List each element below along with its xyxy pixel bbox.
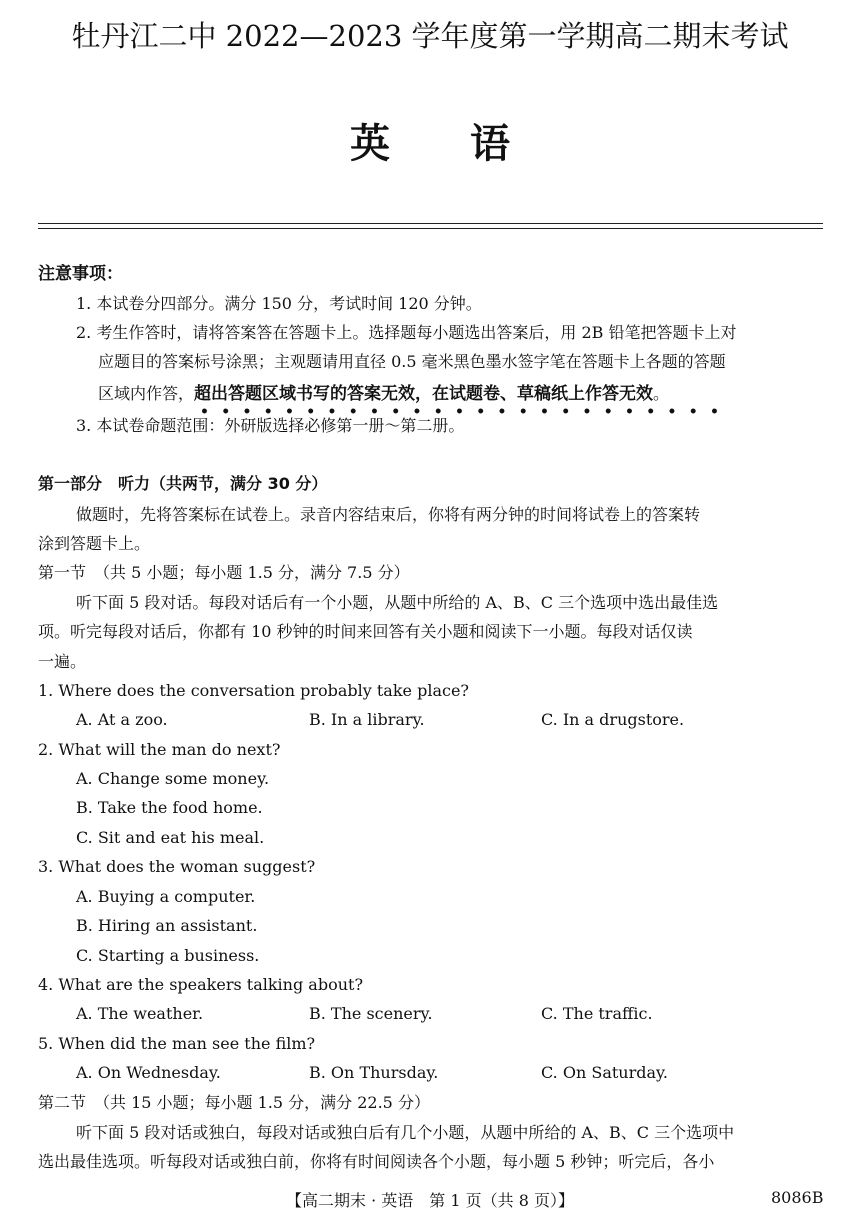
section2-intro-line-2: 选出最佳选项。听每段对话或独白前，你将有时间阅读各个小题，每小题 5 秒钟；听完后，各小 xyxy=(38,1152,715,1171)
notice-item-2-line-1: 2. 考生作答时，请将答案答在答题卡上。选择题每小题选出答案后，用 2B 铅笔把答题卡上对 xyxy=(76,323,737,342)
title-divider-bottom xyxy=(38,228,823,229)
section1-intro-line-1: 听下面 5 段对话。每段对话后有一个小题，从题中所给的 A、B、C 三个选项中选出最佳选 xyxy=(76,593,719,612)
part1-heading: 第一部分 听力（共两节，满分 30 分） xyxy=(38,474,328,493)
question-5-option-b: B. On Thursday. xyxy=(309,1063,439,1082)
part1-intro-line-2: 涂到答题卡上。 xyxy=(38,534,151,553)
part1-intro-line-1: 做题时，先将答案标在试卷上。录音内容结束后，你将有两分钟的时间将试卷上的答案转 xyxy=(76,505,701,524)
title-divider-top xyxy=(38,223,823,224)
section1-heading: 第一节 （共 5 小题；每小题 1.5 分，满分 7.5 分） xyxy=(38,563,410,582)
notice-item-2-line-3-prefix: 区域内作答， xyxy=(98,384,195,403)
notice-emphasis-text: 超出答题区域书写的答案无效，在试题卷、草稿纸上作答无效 xyxy=(194,384,654,404)
notice-item-2-line-3-suffix: 。 xyxy=(653,384,670,403)
question-3-option-b: B. Hiring an assistant. xyxy=(76,916,258,935)
page-footer: 【高二期末 · 英语 第 1 页（共 8 页）】 xyxy=(286,1191,574,1210)
question-4-option-b: B. The scenery. xyxy=(309,1004,433,1023)
exam-code: 8086B xyxy=(771,1188,824,1207)
question-2-option-b: B. Take the food home. xyxy=(76,798,263,817)
question-2-option-a: A. Change some money. xyxy=(76,769,270,788)
notice-item-2-line-3 xyxy=(98,384,669,404)
question-4: 4. What are the speakers talking about? xyxy=(38,975,364,994)
section1-intro-line-3: 一遍。 xyxy=(38,652,87,671)
question-2-option-c: C. Sit and eat his meal. xyxy=(76,828,265,847)
question-1-option-b: B. In a library. xyxy=(309,710,425,729)
subject-title: 英语 xyxy=(350,121,590,167)
question-1-option-a: A. At a zoo. xyxy=(76,710,168,729)
question-5-option-a: A. On Wednesday. xyxy=(76,1063,221,1082)
question-4-option-c: C. The traffic. xyxy=(541,1004,653,1023)
section2-heading: 第二节 （共 15 小题；每小题 1.5 分，满分 22.5 分） xyxy=(38,1093,430,1112)
notice-item-3: 3. 本试卷命题范围：外研版选择必修第一册～第二册。 xyxy=(76,416,465,435)
section1-intro-line-2: 项。听完每段对话后，你都有 10 秒钟的时间来回答有关小题和阅读下一小题。每段对话仅读 xyxy=(38,622,693,641)
question-3-option-c: C. Starting a business. xyxy=(76,946,260,965)
notice-item-2-line-2: 应题目的答案标号涂黑；主观题请用直径 0.5 毫米黑色墨水签字笔在答题卡上各题的答题 xyxy=(98,352,726,371)
question-1: 1. Where does the conversation probably take place? xyxy=(38,681,469,700)
question-3: 3. What does the woman suggest? xyxy=(38,857,316,876)
question-5-option-c: C. On Saturday. xyxy=(541,1063,669,1082)
emphasis-dots: ••••••••••••••••••••••••• xyxy=(200,404,732,420)
question-2: 2. What will the man do next? xyxy=(38,740,281,759)
notice-heading: 注意事项： xyxy=(38,264,123,284)
exam-title: 牡丹江二中 2022—2023 学年度第一学期高二期末考试 xyxy=(71,19,789,53)
question-3-option-a: A. Buying a computer. xyxy=(76,887,256,906)
notice-item-1: 1. 本试卷分四部分。满分 150 分，考试时间 120 分钟。 xyxy=(76,294,482,313)
question-5: 5. When did the man see the film? xyxy=(38,1034,316,1053)
question-4-option-a: A. The weather. xyxy=(76,1004,204,1023)
section2-intro-line-1: 听下面 5 段对话或独白，每段对话或独白后有几个小题，从题中所给的 A、B、C 三个选项中 xyxy=(76,1123,735,1142)
question-1-option-c: C. In a drugstore. xyxy=(541,710,685,729)
